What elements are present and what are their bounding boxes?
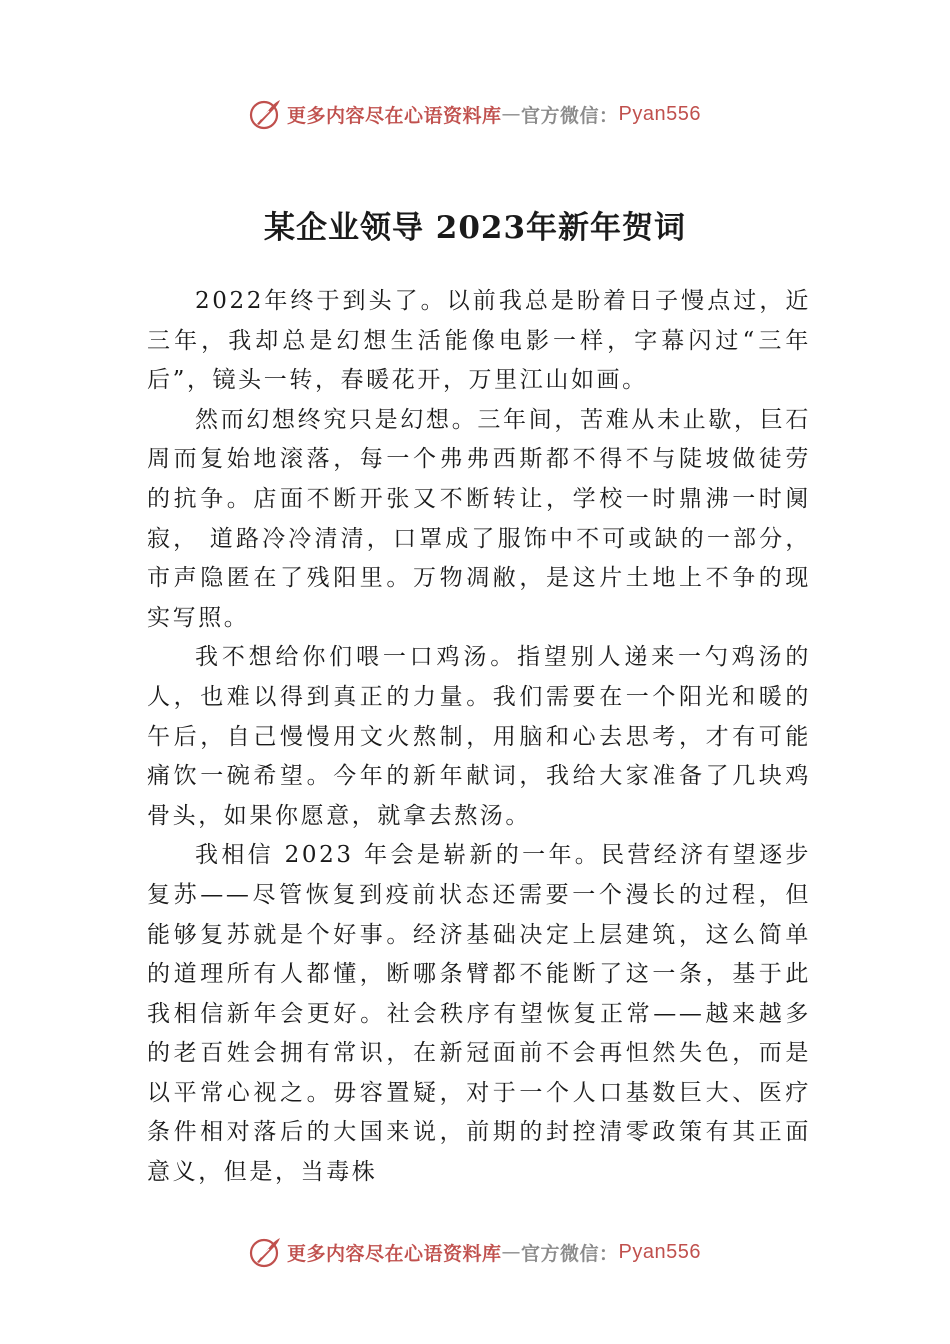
watermark-label: 官方微信：: [521, 1242, 619, 1265]
paragraph: 我相信 2023 年会是崭新的一年。民营经济有望逐步复苏——尽管恢复到疫前状态还需要一个漫长的过程，但能够复苏就是个好事。经济基础决定上层建筑，这么简单的道理所有人都懂，断哪条臂都不能断了这一条，基于此我相信新年会更好。社会秩序有望恢复正常——越来越多的老百姓会拥有常识，在新冠面前不会再怛然失色，而是以平常心视之。毋容置疑，对于一个人口基数巨大、医疗条件相对落后的大国来说，前期的封控清零政策有其正面意义，但是，当毒株: [147, 842, 811, 1186]
document-body: [147, 282, 811, 1193]
watermark-dash: —: [501, 103, 522, 125]
quill-pen-icon: [249, 1235, 283, 1269]
watermark-text: 更多内容尽在心语资料库: [287, 104, 502, 127]
header-watermark: [0, 94, 950, 134]
watermark-wechat-id: Pyan556: [618, 102, 701, 125]
quill-pen-icon: [249, 97, 283, 131]
paragraph: 我不想给你们喂一口鸡汤。指望别人递来一勺鸡汤的人，也难以得到真正的力量。我们需要在一个阳光和暖的午后，自己慢慢用文火熬制，用脑和心去思考，才有可能痛饮一碗希望。今年的新年献词，我给大家准备了几块鸡骨头，如果你愿意，就拿去熬汤。: [147, 644, 811, 829]
paragraph: 然而幻想终究只是幻想。三年间，苦难从未止歇，巨石周而复始地滚落，每一个弗弗西斯都不得不与陡坡做徒劳的抗争。店面不断开张又不断转让，学校一时鼎沸一时阒寂， 道路冷冷清清，口罩成了服饰中不可或缺的一部分，市声隐匿在了残阳里。万物凋敝，是这片土地上不争的现实写照。: [147, 406, 811, 631]
footer-watermark: [0, 1232, 950, 1272]
paragraph: 2022年终于到头了。以前我总是盼着日子慢点过，近三年，我却总是幻想生活能像电影一样，字幕闪过“三年后”，镜头一转，春暖花开，万里江山如画。: [147, 288, 811, 394]
watermark-dash: —: [501, 1241, 522, 1263]
document-title: 某企业领导 2023年新年贺词: [263, 209, 687, 246]
watermark-label: 官方微信：: [521, 104, 619, 127]
watermark-text: 更多内容尽在心语资料库: [287, 1242, 502, 1265]
watermark-wechat-id: Pyan556: [618, 1240, 701, 1263]
